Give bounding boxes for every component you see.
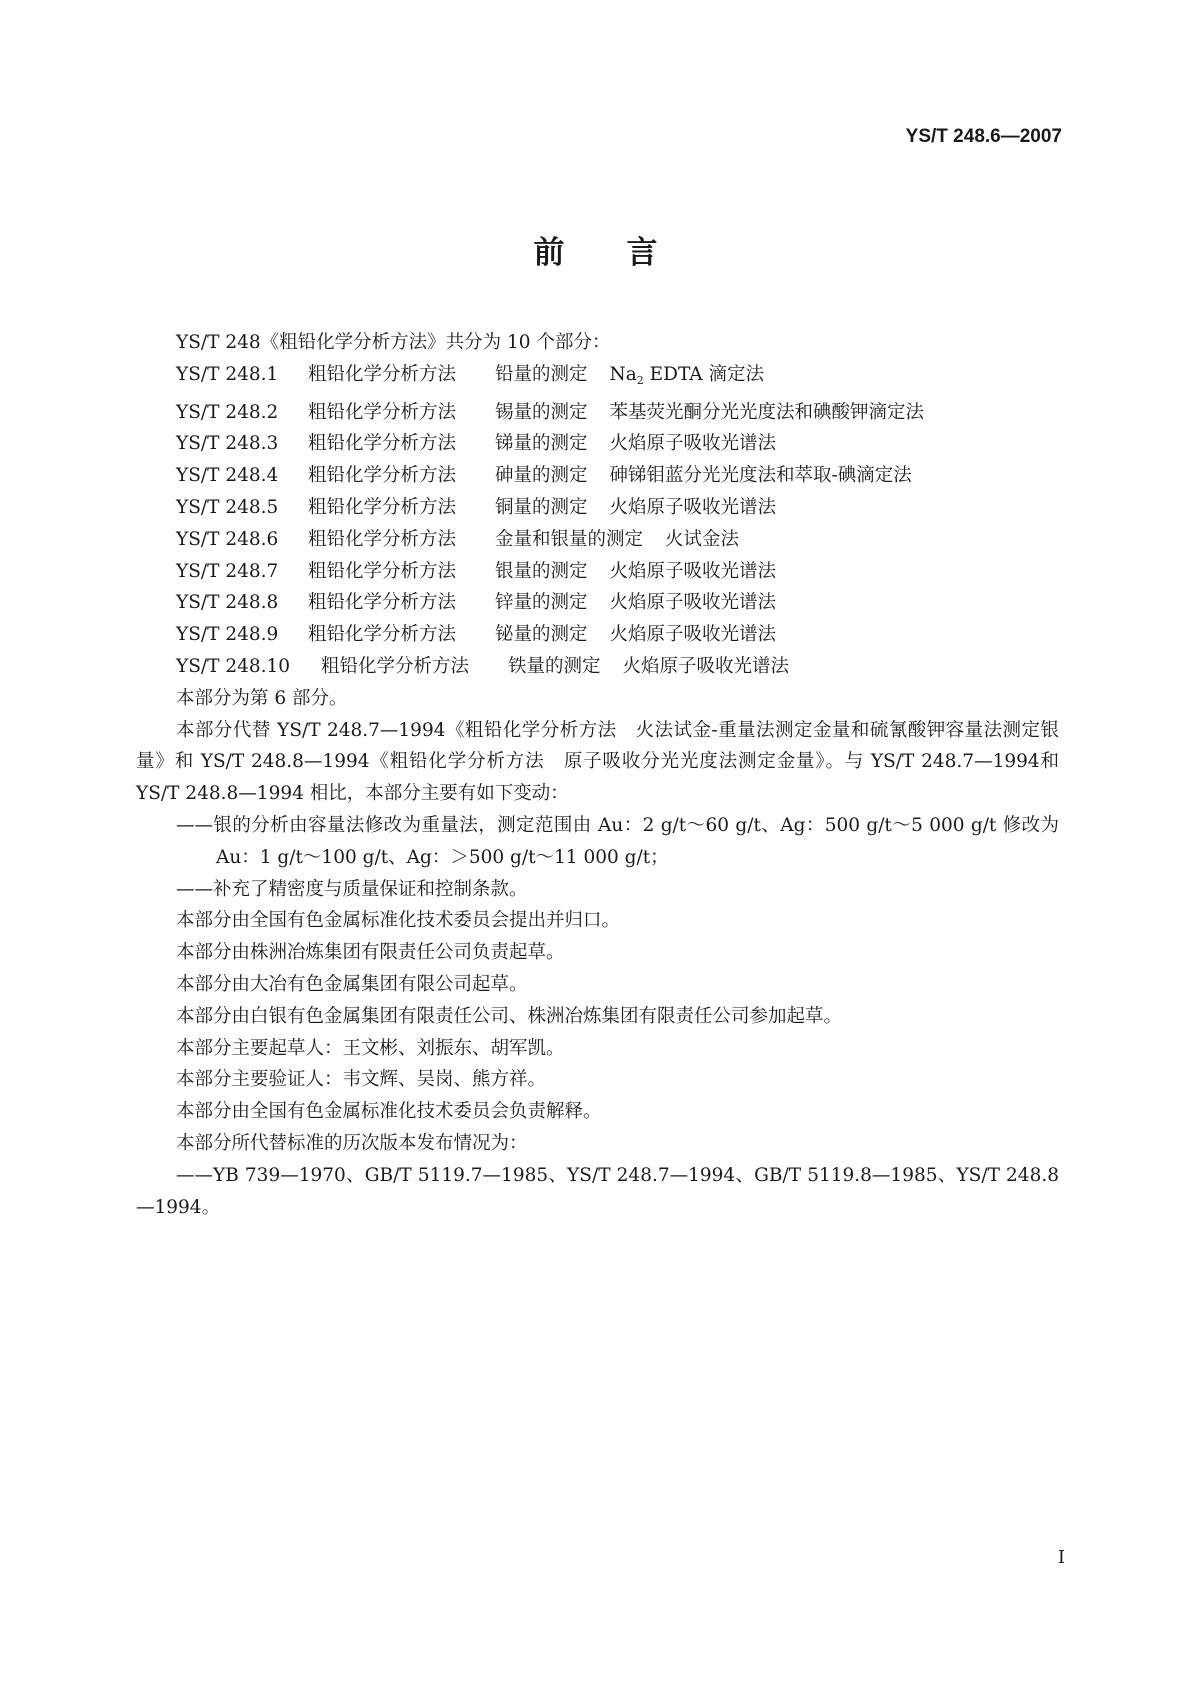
statement-paragraph: 本部分由全国有色金属标准化技术委员会提出并归口。 (176, 910, 621, 932)
part-title: 粗铅化学分析方法 (308, 496, 457, 518)
part-code: YS/T 248.9 (176, 624, 279, 646)
list-item (136, 524, 1059, 556)
statement-paragraph: 本部分主要起草人：王文彬、刘振东、胡军凯。 (176, 1037, 565, 1059)
part-title: 粗铅化学分析方法 (308, 465, 457, 487)
part-title: 粗铅化学分析方法 (308, 528, 457, 550)
part-title: 粗铅化学分析方法 (308, 560, 457, 582)
part-element: 银量的测定 (495, 560, 588, 582)
change-item: ——银的分析由容量法修改为重量法，测定范围由 Au：2 g/t～60 g/t、Ag：500 g/t～5 000 g/t 修改为 Au：1 g/t～100 g/t、Ag：＞500 g/t～11 000 g/t； (176, 814, 1059, 868)
part-title: 粗铅化学分析方法 (308, 624, 457, 646)
list-item (136, 619, 1059, 651)
part-method: 火焰原子吸收光谱法 (609, 433, 777, 455)
part-method: 苯基荧光酮分光光度法和碘酸钾滴定法 (609, 401, 925, 423)
part-element: 锑量的测定 (495, 433, 588, 455)
statement-paragraph: 本部分主要验证人：韦文辉、吴岗、熊方祥。 (176, 1069, 547, 1091)
method-subscript: 2 (636, 373, 644, 387)
part-code: YS/T 248.2 (176, 401, 279, 423)
part-element: 铜量的测定 (495, 496, 588, 518)
method-prefix: Na (609, 363, 637, 385)
part-code: YS/T 248.5 (176, 496, 279, 518)
part-code: YS/T 248.4 (176, 465, 279, 487)
part-code: YS/T 248.10 (176, 655, 291, 677)
replaces-paragraph: 本部分代替 YS/T 248.7—1994《粗铅化学分析方法 火法试金-重量法测定金量和硫氰酸钾容量法测定银量》和 YS/T 248.8—1994《粗铅化学分析方法 原子吸收分光光度法测定金量》。与 YS/T 248.7—1994和 YS/T 248.8—1994 相比，本部分主要有如下变动： (136, 719, 1059, 805)
list-item (136, 428, 1059, 460)
page-title: 前 言 (533, 235, 658, 271)
part-method: 火焰原子吸收光谱法 (622, 655, 790, 677)
part-method: 火焰原子吸收光谱法 (609, 624, 777, 646)
method-text: EDTA 滴定法 (643, 363, 765, 385)
part-code: YS/T 248.7 (176, 560, 279, 582)
part-element: 铅量的测定 (495, 363, 588, 385)
part-title: 粗铅化学分析方法 (308, 363, 457, 385)
part-title: 粗铅化学分析方法 (308, 433, 457, 455)
part-method: 火焰原子吸收光谱法 (609, 496, 777, 518)
page-number: I (1057, 1547, 1065, 1568)
statement-paragraph: 本部分由株洲冶炼集团有限责任公司负责起草。 (176, 942, 565, 964)
part-code: YS/T 248.6 (176, 528, 279, 550)
part-title: 粗铅化学分析方法 (308, 592, 457, 614)
part-method (610, 359, 765, 397)
list-item (136, 651, 1059, 683)
list-item (136, 492, 1059, 524)
list-item (136, 359, 1059, 397)
statement-paragraph: 本部分由大冶有色金属集团有限公司起草。 (176, 973, 528, 995)
part-title: 粗铅化学分析方法 (308, 401, 457, 423)
intro-paragraph: YS/T 248《粗铅化学分析方法》共分为 10 个部分： (176, 332, 611, 353)
statement-paragraph: 本部分由白银有色金属集团有限责任公司、株洲冶炼集团有限责任公司参加起草。 (176, 1005, 843, 1027)
part-element: 砷量的测定 (495, 465, 588, 487)
list-item (136, 587, 1059, 619)
part-method: 火焰原子吸收光谱法 (609, 560, 777, 582)
part-method: 火试金法 (665, 528, 740, 550)
part-method: 火焰原子吸收光谱法 (609, 592, 777, 614)
part-method: 砷锑钼蓝分光光度法和萃取-碘滴定法 (609, 465, 912, 487)
part-code: YS/T 248.3 (176, 433, 279, 455)
foreword-body (136, 327, 1059, 1223)
part-element: 金量和银量的测定 (495, 528, 644, 550)
part-element: 铁量的测定 (508, 655, 601, 677)
statement-paragraph: 本部分由全国有色金属标准化技术委员会负责解释。 (176, 1101, 602, 1123)
list-item (136, 556, 1059, 588)
part-element: 锡量的测定 (495, 401, 588, 423)
part-element: 铋量的测定 (495, 624, 588, 646)
header-code: YS/T 248.6—2007 (905, 126, 1062, 147)
part-title: 粗铅化学分析方法 (321, 655, 470, 677)
part-code: YS/T 248.8 (176, 592, 279, 614)
change-item: ——补充了精密度与质量保证和控制条款。 (176, 878, 528, 900)
statement-paragraph: 本部分所代替标准的历次版本发布情况为： (176, 1132, 528, 1154)
history-item: ——YB 739—1970、GB/T 5119.7—1985、YS/T 248.7—1994、GB/T 5119.8—1985、YS/T 248.8—1994。 (136, 1164, 1059, 1218)
part-element: 锌量的测定 (495, 592, 588, 614)
parts-list (136, 359, 1059, 683)
list-item (136, 460, 1059, 492)
list-item (136, 397, 1059, 429)
part-code: YS/T 248.1 (176, 363, 279, 385)
this-part-paragraph: 本部分为第 6 部分。 (176, 687, 348, 709)
